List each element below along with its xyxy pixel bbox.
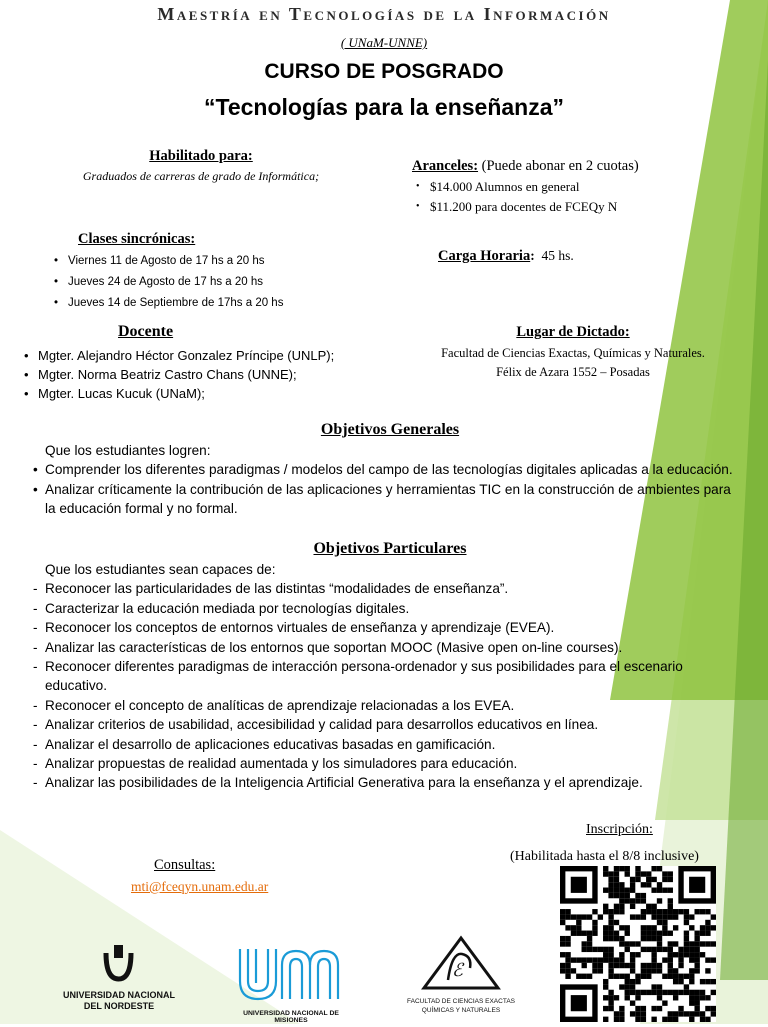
objetivos-generales-intro: Que los estudiantes logren:	[45, 443, 211, 458]
carga-value: 45 hs.	[541, 248, 574, 263]
qr-code[interactable]	[560, 866, 716, 1022]
list-item: • Mgter. Alejandro Héctor Gonzalez Príncipe (UNLP);	[20, 346, 400, 365]
unam-um-emblem-icon	[226, 943, 356, 1003]
list-item-text: Analizar críticamente la contribución de las aplicaciones y herramientas TIC en la construcción de ambientes para la educación formal y no formal.	[45, 481, 731, 517]
list-item: - Reconocer el concepto de analíticas de aprendizaje relacionadas a los EVEA.	[33, 697, 515, 713]
list-item-text: Reconocer el concepto de analíticas de aprendizaje relacionadas a los EVEA.	[45, 697, 515, 713]
docente-heading	[118, 323, 173, 341]
course-type: CURSO DE POSGRADO	[264, 60, 504, 83]
list-item-text: Analizar las características de los entornos que soportan MOOC (Masive open on-line courses).	[45, 639, 623, 655]
docente-heading-text: Docente	[118, 323, 174, 340]
program-name: Maestría en Tecnologías de la Información	[157, 4, 611, 24]
list-item: - Analizar criterios de usabilidad, accesibilidad y calidad para desarrollos educativos en línea.	[33, 717, 599, 733]
list-item: • Mgter. Lucas Kucuk (UNaM);	[20, 384, 400, 403]
list-item: • Analizar críticamente la contribución de las aplicaciones y herramientas TIC en la construcción de ambientes para la educación formal y no formal.	[33, 481, 731, 517]
list-item: • Comprender los diferentes paradigmas / modelos del campo de las tecnologías digitales aplicadas a la educación.	[33, 462, 733, 478]
aranceles-note: (Puede abonar en 2 cuotas)	[478, 158, 639, 174]
qr-code-image	[560, 866, 716, 1022]
lugar-section	[398, 324, 748, 380]
aranceles-heading: Aranceles:	[412, 158, 479, 174]
unne-name-line2: DEL NORDESTE	[83, 1001, 155, 1011]
habilitado-text: Graduados de carreras de grado de Informática;	[82, 169, 320, 183]
list-item-text: Analizar propuestas de realidad aumentada y los simuladores para educación.	[45, 756, 518, 772]
unne-name-line1: UNIVERSIDAD NACIONAL	[62, 990, 175, 1000]
unne-logo	[56, 943, 182, 1012]
docente-list	[20, 346, 400, 403]
inscripcion-heading: Inscripción:	[586, 822, 653, 837]
list-item: • Mgter. Norma Beatriz Castro Chans (UNNE);	[20, 365, 400, 384]
list-item: - Reconocer diferentes paradigmas de interacción persona-ordenador y sus posibilidades para el escenario educativo.	[33, 659, 683, 694]
carga-heading: Carga Horaria	[438, 248, 531, 264]
list-item: - Analizar las características de los entornos que soportan MOOC (Masive open on-line courses).	[33, 639, 623, 655]
list-item: - Analizar el desarrollo de aplicaciones educativas basadas en gamificación.	[33, 736, 496, 752]
list-item: - Reconocer los conceptos de entornos virtuales de enseñanza y aprendizaje (EVEA).	[33, 620, 555, 636]
objetivos-particulares-heading	[0, 540, 768, 558]
list-item: • Jueves 24 de Agosto de 17 hs a 20 hs	[50, 272, 370, 293]
unne-emblem-icon	[56, 943, 182, 985]
inscripcion-note: (Habilitada hasta el 8/8 inclusive)	[510, 849, 699, 864]
list-item: • Jueves 14 de Septiembre de 17hs a 20 hs	[50, 293, 370, 314]
objetivos-generales-heading	[0, 421, 768, 439]
consultas-email-link[interactable]: mti@fceqyn.unam.edu.ar	[131, 879, 269, 894]
carga-horaria: Carga Horaria: 45 hs.	[438, 248, 574, 264]
course-title: “Tecnologías para la enseñanza”	[203, 94, 565, 120]
lugar-heading: Lugar de Dictado:	[516, 324, 630, 340]
lugar-line2: Félix de Azara 1552 – Posadas	[496, 365, 650, 379]
aranceles-list	[412, 177, 762, 217]
fceqyn-name-line2: QUÍMICAS Y NATURALES	[421, 1007, 501, 1014]
institutions: ( UNaM-UNNE)	[340, 35, 428, 50]
aranceles-section	[412, 158, 762, 217]
clases-list	[50, 251, 370, 314]
unam-name: UNIVERSIDAD NACIONAL DE MISIONES	[243, 1010, 339, 1024]
objetivos-particulares	[28, 560, 728, 793]
unam-logo	[226, 943, 356, 1024]
objetivos-generales	[28, 441, 738, 519]
fceqyn-logo	[396, 934, 526, 1015]
list-item: • $11.200 para docentes de FCEQy N	[412, 197, 762, 217]
lugar-line1: Facultad de Ciencias Exactas, Químicas y Naturales.	[441, 346, 705, 360]
fceqyn-name-line1: FACULTAD DE CIENCIAS EXACTAS	[407, 998, 515, 1005]
fceqyn-triangle-icon	[396, 934, 526, 992]
list-item-text: Analizar el desarrollo de aplicaciones educativas basadas en gamificación.	[45, 736, 496, 752]
list-item: - Reconocer las particularidades de las distintas “modalidades de enseñanza”.	[33, 581, 509, 597]
list-item-text: Analizar criterios de usabilidad, accesibilidad y calidad para desarrollos educativos en línea.	[45, 717, 599, 733]
list-item: - Analizar las posibilidades de la Inteligencia Artificial Generativa para la enseñanza y el aprendizaje.	[33, 775, 643, 791]
clases-heading	[78, 230, 195, 248]
list-item-text: Reconocer diferentes paradigmas de interacción persona-ordenador y sus posibilidades para el escenario educativo.	[45, 659, 683, 694]
clases-heading-text: Clases sincrónicas:	[78, 231, 196, 247]
habilitado-heading: Habilitado para:	[149, 148, 253, 164]
svg-text:ℰ: ℰ	[452, 960, 463, 980]
habilitado-section	[56, 148, 346, 184]
list-item: - Caracterizar la educación mediada por tecnologías digitales.	[33, 600, 410, 616]
list-item-text: Caracterizar la educación mediada por tecnologías digitales.	[45, 600, 410, 616]
objetivos-particulares-heading-text: Objetivos Particulares	[313, 540, 467, 557]
list-item: • $14.000 Alumnos en general	[412, 177, 762, 197]
objetivos-generales-heading-text: Objetivos Generales	[320, 421, 460, 438]
list-item: - Analizar propuestas de realidad aumentada y los simuladores para educación.	[33, 756, 518, 772]
list-item: • Viernes 11 de Agosto de 17 hs a 20 hs	[50, 251, 370, 272]
list-item-text: Comprender los diferentes paradigmas / modelos del campo de las tecnologías digitales aplicadas a la educación.	[45, 462, 733, 478]
consultas-heading: Consultas:	[154, 857, 216, 873]
list-item-text: Reconocer las particularidades de las distintas “modalidades de enseñanza”.	[45, 581, 509, 597]
objetivos-particulares-intro: Que los estudiantes sean capaces de:	[45, 562, 276, 577]
list-item-text: Reconocer los conceptos de entornos virtuales de enseñanza y aprendizaje (EVEA).	[45, 620, 555, 636]
list-item-text: Analizar las posibilidades de la Inteligencia Artificial Generativa para la enseñanza y el aprendizaje.	[45, 775, 643, 791]
